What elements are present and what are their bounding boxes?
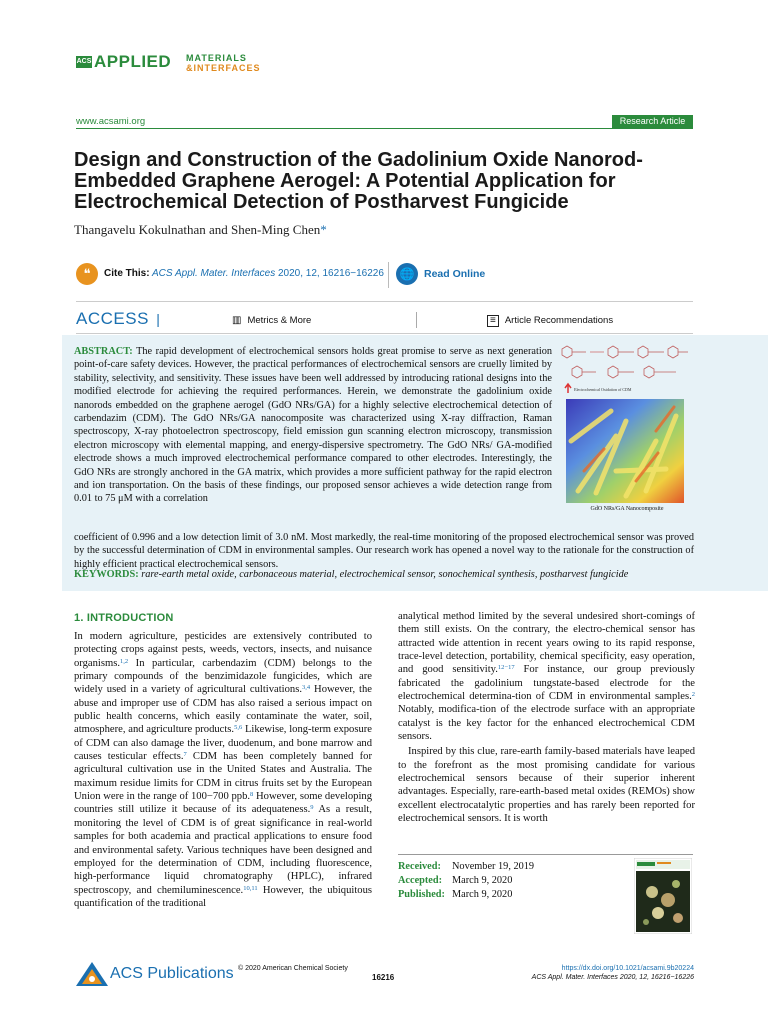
abstract <box>74 345 552 506</box>
site-url-link[interactable]: www.acsami.org <box>76 116 146 127</box>
abstract-label: ABSTRACT: <box>74 346 133 357</box>
toc-caption: GdO NRs/GA Nanocomposite <box>590 506 664 512</box>
corresponding-author-mark[interactable]: * <box>320 222 327 237</box>
intro-paragraph <box>74 630 372 910</box>
page-number: 16216 <box>372 973 395 982</box>
citation-ref[interactable]: 10,11 <box>243 884 258 892</box>
left-column <box>74 630 372 910</box>
oxidation-arrow <box>565 384 571 393</box>
recommendations-link[interactable] <box>487 315 613 327</box>
citation-ref[interactable]: 7 <box>183 751 187 759</box>
citation-ref[interactable]: 9 <box>310 804 314 812</box>
body-text: However, some developing countries still utilize it because of its adequateness. <box>74 791 372 816</box>
header-rule <box>76 128 693 129</box>
body-text: For instance, our group previously fabricated the gadolinium tungstate-based electrode for the electrochemical determina-tion of CDM in environmental samples. <box>398 664 695 703</box>
dates-rule <box>398 854 693 855</box>
globe-icon[interactable]: 🌐 <box>396 263 418 285</box>
acs-publications-logo-icon[interactable] <box>74 960 110 988</box>
keywords <box>74 569 694 580</box>
body-text: analytical method limited by the several undesired short-comings of them still exists. On the contrary, the electro-chemical sensor has attracted wide attention in recent years owing to its rapid response, trace-level detection, portability, chemical specificity, easy operation, and good sensitivity. <box>398 611 695 676</box>
read-online-link[interactable]: Read Online <box>424 268 486 280</box>
keywords-text: rare-earth metal oxide, carbonaceous material, electrochemical sensor, sonochemical synthesis, postharvest fungicide <box>141 569 629 580</box>
right-paragraph-1 <box>398 610 695 743</box>
article-title: Design and Construction of the Gadolinium Oxide Nanorod-Embedded Graphene Aerogel: A Potential Application for Electrochemical Detection of Postharvest Fungicide <box>74 149 643 213</box>
received-date: November 19, 2019 <box>452 861 535 872</box>
footer-citation: ACS Appl. Mater. Interfaces 2020, 12, 16216−16226 <box>531 974 694 981</box>
body-text: Likewise, long-term exposure of CDM can also damage the liver, duodenum, and bone marrow and causes testicular effects. <box>74 724 372 763</box>
access-text: ACCESS <box>76 309 149 328</box>
accepted-row <box>398 874 534 888</box>
cite-label[interactable]: Cite This: <box>104 268 150 279</box>
keywords-label: KEYWORDS: <box>74 569 139 580</box>
body-text: In modern agriculture, pesticides are extensively contributed to protecting crops against pests, weeds, vectors, insects, and nuisance organisms. <box>74 631 372 669</box>
published-label: Published: <box>398 889 445 900</box>
cite-journal: ACS Appl. Mater. Interfaces <box>152 268 276 279</box>
cite-reference[interactable] <box>152 268 384 279</box>
reaction-scheme <box>562 346 688 378</box>
published-date: March 9, 2020 <box>452 889 513 900</box>
access-bottom-rule <box>76 333 693 334</box>
body-text: In particular, carbendazim (CDM) belongs to the primary compounds of the benzimidazole fungicides, which are widely used in a variety of agricultural cultivations. <box>74 657 372 696</box>
received-label: Received: <box>398 861 441 872</box>
access-label: ACCESS | <box>76 309 161 328</box>
accepted-date: March 9, 2020 <box>452 875 513 886</box>
journal-cover-thumbnail[interactable] <box>634 858 692 934</box>
article-type-badge: Research Article <box>612 115 693 128</box>
abstract-continued: coefficient of 0.996 and a low detection limit of 3.0 nM. Most markedly, the real-time monitoring of the proposed electrochemical sensor was proved by the successful determination of CDM in environmental samples. Our research work has opened a novel way to the rationale for the construction of highly efficient practical electrochemical sensors. <box>74 532 694 570</box>
author-names[interactable]: Thangavelu Kokulnathan and Shen-Ming Chen <box>74 222 321 237</box>
received-row <box>398 860 534 874</box>
right-paragraph-2: Inspired by this clue, rare-earth family-based materials have leaped to the forefront as the most promising candidate for various electrochemical sensors because of their superior inherent advantages. Especially, rare-earth-based metal oxides (REMOs) show excellent electrocatalytic properties and has rarely been reported for electrochemical sensors. It is worth <box>398 746 695 825</box>
metrics-link[interactable] <box>232 315 311 326</box>
acs-publications-wordmark[interactable]: ACS Publications <box>110 965 234 982</box>
author-list <box>74 222 327 238</box>
section-heading: 1. INTRODUCTION <box>74 612 174 624</box>
document-icon: ≡ <box>487 315 499 327</box>
toc-graphic <box>556 341 692 521</box>
recommendations-label: Article Recommendations <box>504 315 614 326</box>
journal-logo-materials: MATERIALS <box>186 53 247 63</box>
citation-ref[interactable]: 12−17 <box>497 664 515 672</box>
cite-details: 2020, 12, 16216−16226 <box>277 268 384 279</box>
access-divider <box>416 312 417 328</box>
journal-logo-applied: APPLIED <box>94 52 172 71</box>
body-text: As a result, monitoring the level of CDM is of great significance in real-world samples for both academia and practical applications to ensure food and environmental safety. Various techniques have been designed and employed for the determination of CDM, including fluorescence, high-performance liquid chromatography (HPLC), infrared spectroscopy, and chemiluminescence. <box>74 804 372 896</box>
right-column <box>398 610 695 826</box>
published-row <box>398 888 534 902</box>
body-text: CDM has been completely banned for agricultural cultivation use in the United States and Australia. The maximum residue limits for CDM in citrus fruits set by the European Union were in the range of 100−700 ppb. <box>74 751 372 803</box>
body-text: However, the ubiquitous quantification of the traditional <box>74 884 372 909</box>
journal-logo-interfaces: &INTERFACES <box>186 63 261 73</box>
citation-ref[interactable]: 1,2 <box>120 657 129 665</box>
accepted-label: Accepted: <box>398 875 443 886</box>
copyright-notice: © 2020 American Chemical Society <box>238 965 348 972</box>
citation-ref[interactable]: 2 <box>691 691 695 699</box>
cite-bar <box>76 262 693 288</box>
cite-divider <box>388 262 389 288</box>
bar-chart-icon: ▥ <box>232 315 242 326</box>
citation-ref[interactable]: 8 <box>250 791 254 799</box>
quote-icon[interactable]: ❝ <box>76 263 98 285</box>
acs-logo-box: ACS <box>76 56 92 68</box>
body-text: However, the abuse and improper use of CDM has also raised a serious impact on public health concerns, which easily contaminate the water, soil, atmosphere, and agriculture products. <box>74 684 372 736</box>
citation-ref[interactable]: 5,6 <box>234 724 243 732</box>
abstract-text: The rapid development of electrochemical sensors holds great promise to serve as next generation point-of-care safety devices. However, the practical performances of electrochemical sensors are cruelly limited by stability, selectivity, and sensitivity. These issues have been well addressed by introducing rational designs into the modified electrode for achieving the required performances. Herein, we demonstrate the gadolinium oxide nanorods embedded on the graphene aerogel (GdO NRs/GA) for a highly selective electrochemical detection of carbendazim (CDM). The GdO NRs/GA nanocomposite was characterized using X-ray diffraction, Raman spectroscopy, X-ray photoelectron spectroscopy, field emission gun scanning electron microscopy, transmission electron microscopy with elemental mapping, and energy-dispersive spectrometry. The GdO NRs/ GA-modified electrode shows a much improved electrochemical performance compared to other electrodes. Interestingly, the GdO NRs are strongly anchored in the GA matrix, which provides a more sufficient pathway for the rapid electron and ion transportation. On the basis of these findings, our proposed sensor achieves a wide detection range from 0.01 to 75 μM with a correlation <box>74 346 552 505</box>
doi-link[interactable]: https://dx.doi.org/10.1021/acsami.9b20224 <box>561 965 694 972</box>
body-text: Notably, modifica-tion of the electrode surface with an appropriate catalyst is the key factor for the enhanced electrochemical CDM sensors. <box>398 704 695 743</box>
reaction-label: Electrochemical Oxidation of CDM <box>574 387 632 392</box>
metrics-label: Metrics & More <box>247 315 312 326</box>
dates-box <box>398 860 534 902</box>
access-top-rule <box>76 301 693 302</box>
micrograph-image <box>566 399 684 503</box>
citation-ref[interactable]: 3,4 <box>301 684 311 692</box>
